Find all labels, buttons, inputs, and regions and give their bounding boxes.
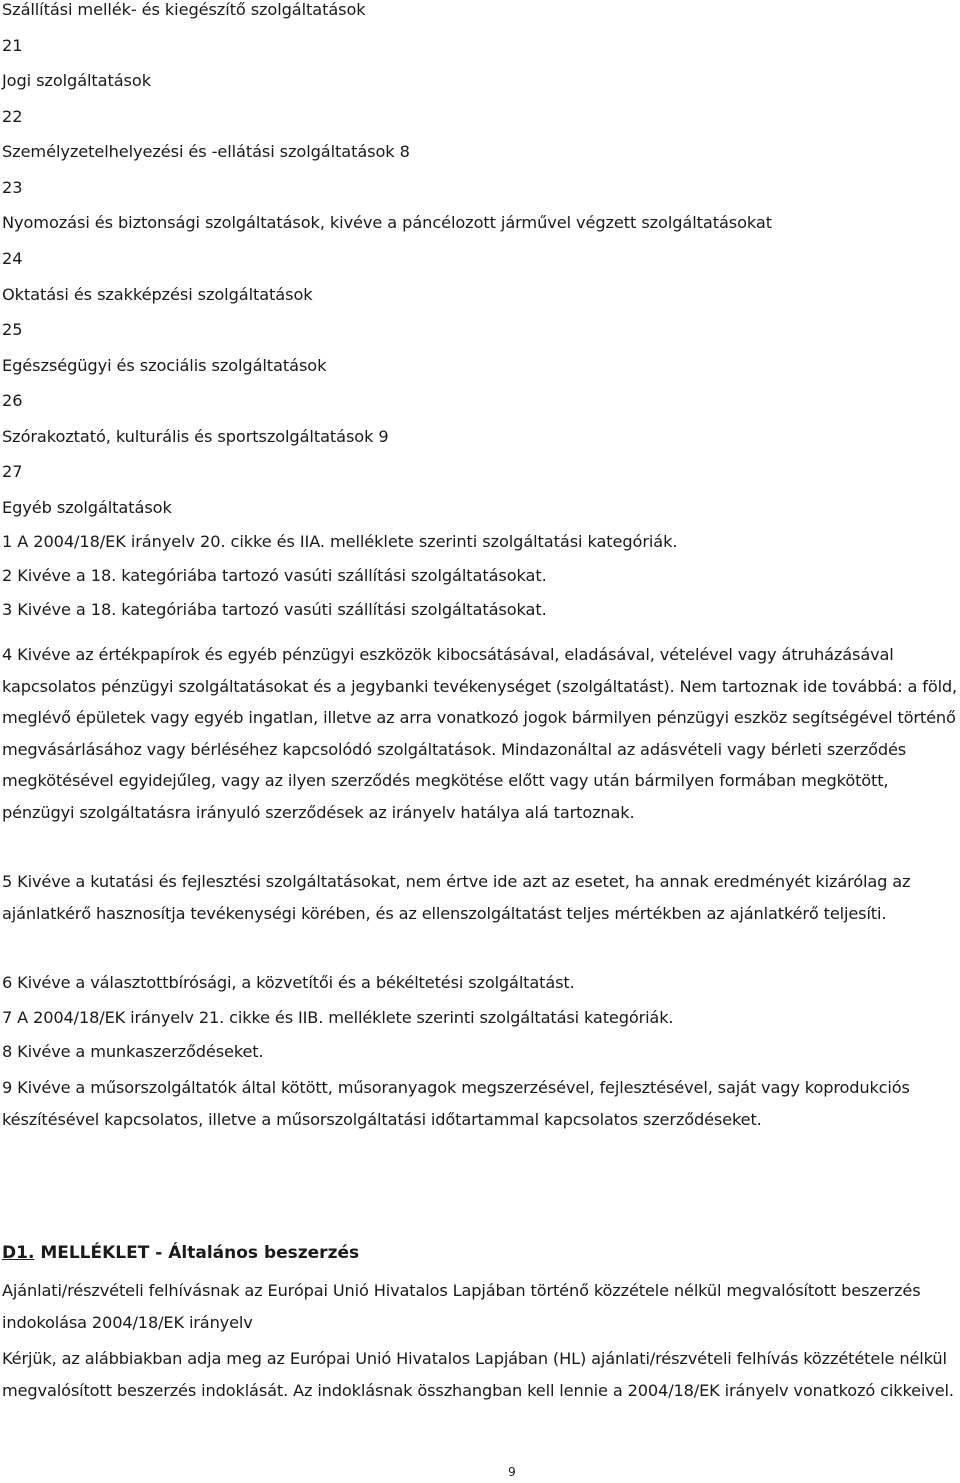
list-line: 26 [2,391,23,410]
list-line: 25 [2,320,23,339]
list-line: Oktatási és szakképzési szolgáltatások [2,285,313,304]
footnote-4: 4 Kivéve az értékpapírok és egyéb pénzügyi eszközök kibocsátásával, eladásával, vételével vagy átruházásával kapcsolatos pénzügyi szolgáltatásokat és a jegybanki tevékenységet (szolgáltatást). Nem tartoznak ide továbbá: a föld, meglévő épületek vagy egyéb ingatlan, illetve az arra vonatkozó jogok bármilyen pénzügyi eszköz segítségével történő megvásárlásához vagy bérléséhez kapcsolódó szolgáltatások. Mindazonáltal az adásvételi vagy bérleti szerződés megkötésével egyidejűleg, vagy az ilyen szerződés megkötése előtt vagy után bármilyen formában megkötött, pénzügyi szolgáltatásra irányuló szerződések az irányelv hatálya alá tartoznak. [2,645,958,822]
list-line: Egészségügyi és szociális szolgáltatások [2,356,327,375]
section-heading-text: MELLÉKLET - Általános beszerzés [34,1243,360,1263]
list-line: Jogi szolgáltatások [2,71,151,90]
list-line: Személyzetelhelyezési és -ellátási szolgáltatások 8 [2,142,410,161]
section-body: Kérjük, az alábbiakban adja meg az Európai Unió Hivatalos Lapjában (HL) ajánlati/részvételi felhívás közzététele nélkül megvalósított beszerzés indoklását. Az indoklásnak összhangban kell lennie a 2004/18/EK irányelv vonatkozó cikkeivel. [2,1349,954,1400]
list-line: Szórakoztató, kulturális és sportszolgáltatások 9 [2,427,389,446]
list-line: 27 [2,462,23,481]
footnote-3: 3 Kivéve a 18. kategóriába tartozó vasúti szállítási szolgáltatásokat. [2,600,547,619]
section-heading-code: D1. [2,1243,35,1263]
list-line: Szállítási mellék- és kiegészítő szolgáltatások [2,0,366,19]
footnote-8: 8 Kivéve a munkaszerződéseket. [2,1042,264,1061]
section-heading [2,1242,359,1264]
list-line: Nyomozási és biztonsági szolgáltatások, kivéve a páncélozott járművel végzett szolgáltatásokat [2,213,772,232]
list-line: 23 [2,178,23,197]
list-line: 22 [2,107,23,126]
footnote-1: 1 A 2004/18/EK irányelv 20. cikke és IIA. melléklete szerinti szolgáltatási kategóriák. [2,532,678,551]
footnote-5: 5 Kivéve a kutatási és fejlesztési szolgáltatásokat, nem értve ide azt az esetet, ha annak eredményét kizárólag az ajánlatkérő hasznosítja tevékenységi körében, és az ellenszolgáltatást teljes mértékben az ajánlatkérő teljesíti. [2,872,911,923]
list-line: Egyéb szolgáltatások [2,498,172,517]
footnote-2: 2 Kivéve a 18. kategóriába tartozó vasúti szállítási szolgáltatásokat. [2,566,547,585]
page-number: 9 [508,1465,516,1479]
footnote-9: 9 Kivéve a műsorszolgáltatók által kötött, műsoranyagok megszerzésével, fejlesztésével, saját vagy koprodukciós készítésével kapcsolatos, illetve a műsorszolgáltatási időtartammal kapcsolatos szerződéseket. [2,1078,910,1129]
footnote-6: 6 Kivéve a választottbírósági, a közvetítői és a békéltetési szolgáltatást. [2,973,575,992]
list-line: 24 [2,249,23,268]
footnote-7: 7 A 2004/18/EK irányelv 21. cikke és IIB. melléklete szerinti szolgáltatási kategóriák. [2,1008,674,1027]
list-line: 21 [2,36,23,55]
section-subtitle: Ajánlati/részvételi felhívásnak az Európai Unió Hivatalos Lapjában történő közzétele nélkül megvalósított beszerzés indokolása 2004/18/EK irányelv [2,1281,921,1332]
